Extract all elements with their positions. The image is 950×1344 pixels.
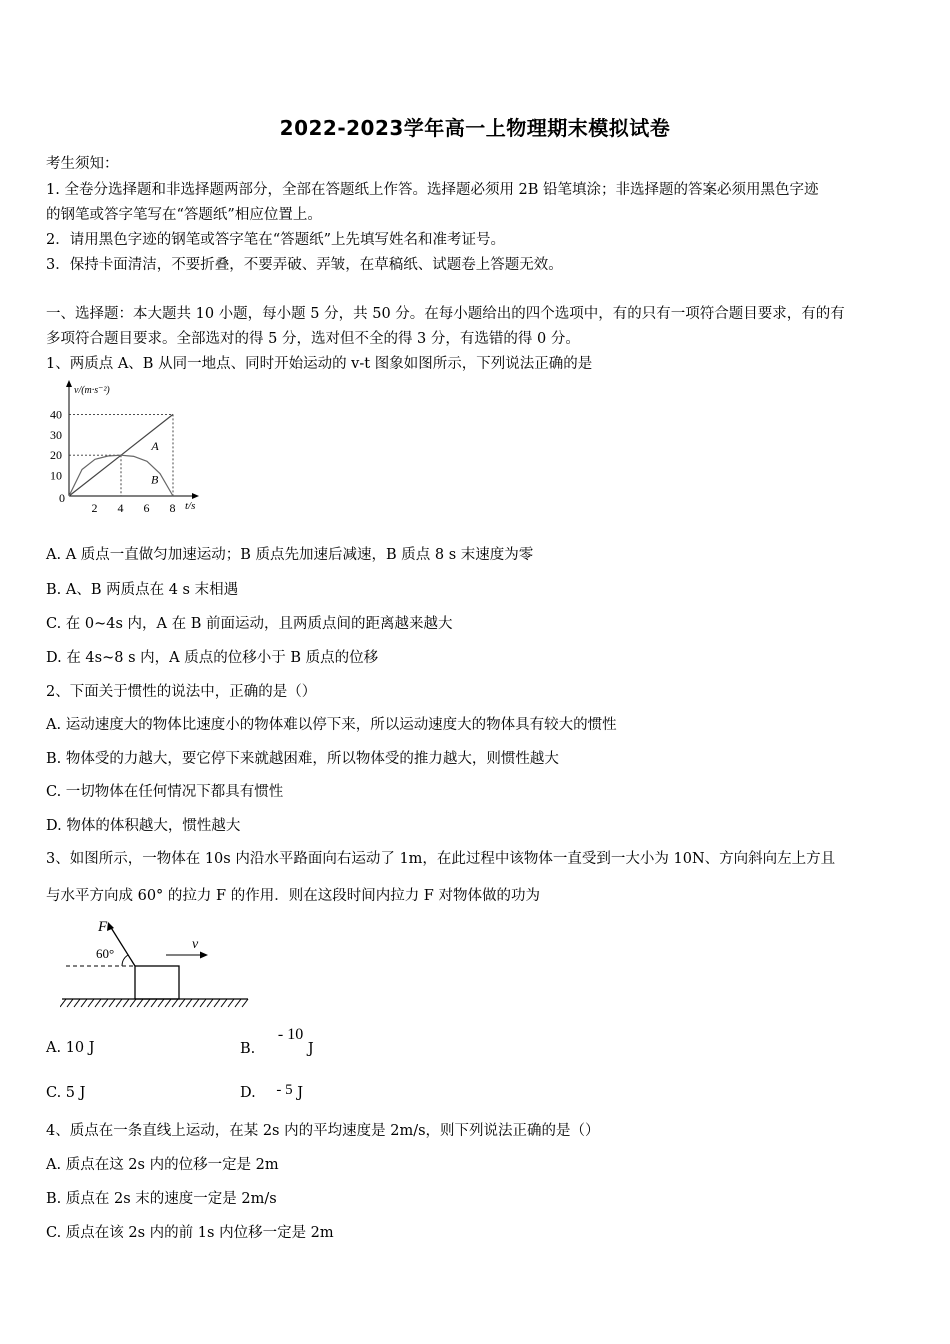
q3-option-b	[240, 1026, 314, 1058]
hatch-mark	[179, 999, 185, 1007]
q2-stem: 2、下面关于惯性的说法中，正确的是（）	[46, 684, 317, 700]
y-tick-label: 10	[50, 468, 62, 483]
hatch-mark	[74, 999, 80, 1007]
section-instructions-a: 一、选择题：本大题共 10 小题，每小题 5 分，共 50 分。在每小题给出的四个选项中，有的只有一项符合题目要求，有的有	[46, 306, 845, 322]
q3-option-b-prefix: B.	[240, 1041, 256, 1057]
hatch-mark	[158, 999, 164, 1007]
q3-option-b-value: - 10	[277, 1026, 304, 1043]
q2-option-a: A. 运动速度大的物体比速度小的物体难以停下来，所以运动速度大的物体具有较大的惯性	[46, 717, 617, 733]
hatch-mark	[214, 999, 220, 1007]
x-tick-label: 8	[169, 501, 176, 515]
hatch-mark	[116, 999, 122, 1007]
series-label-a: A	[151, 438, 159, 453]
notice-heading: 考生须知：	[46, 156, 119, 172]
hatch-mark	[67, 999, 73, 1007]
x-tick-label: 0	[59, 491, 65, 505]
y-axis-arrow	[66, 380, 72, 387]
q2-option-d: D. 物体的体积越大，惯性越大	[46, 818, 241, 834]
y-axis-label: v/(m·s⁻²)	[74, 385, 110, 396]
x-axis-arrow	[192, 493, 199, 499]
hatch-mark	[207, 999, 213, 1007]
ground-hatching	[60, 999, 248, 1007]
x-tick-label: 4	[117, 501, 124, 515]
x-tick-label: 2	[91, 501, 98, 515]
hatch-mark	[137, 999, 143, 1007]
velocity-label: v	[192, 937, 199, 952]
q3-option-d-unit: J	[297, 1085, 304, 1101]
q3-option-c: C. 5 J	[46, 1085, 86, 1101]
q3-stem-a: 3、如图所示，一物体在 10s 内沿水平路面向右运动了 1m，在此过程中该物体一直受到一大小为 10N、方向斜向左上方且	[46, 851, 836, 867]
hatch-mark	[123, 999, 129, 1007]
q3-option-d	[240, 1082, 304, 1102]
q1-option-c: C. 在 0~4s 内，A 在 B 前面运动，且两质点间的距离越来越大	[46, 616, 453, 632]
velocity-arrowhead	[200, 952, 208, 959]
q1-stem: 1、两质点 A、B 从同一地点、同时开始运动的 v-t 图象如图所示，下列说法正确的是	[46, 356, 593, 372]
section-instructions-b: 多项符合题目要求。全部选对的得 5 分，选对但不全的得 3 分，有选错的得 0 分。	[46, 331, 580, 347]
q3-option-b-unit: J	[307, 1041, 314, 1057]
angle-label: 60°	[96, 946, 115, 961]
notice-item-2: 2．请用黑色字迹的钢笔或答字笔在“答题纸”上先填写姓名和准考证号。	[46, 232, 506, 248]
hatch-mark	[95, 999, 101, 1007]
hatch-mark	[228, 999, 234, 1007]
hatch-mark	[200, 999, 206, 1007]
hatch-mark	[81, 999, 87, 1007]
hatch-mark	[193, 999, 199, 1007]
x-axis-label: t/s	[185, 500, 196, 512]
x-tick-label: 6	[143, 501, 150, 515]
angle-arc	[122, 955, 128, 966]
q2-option-b: B. 物体受的力越大，要它停下来就越困难，所以物体受的推力越大，则惯性越大	[46, 751, 559, 767]
q4-option-c: C. 质点在该 2s 内的前 1s 内位移一定是 2m	[46, 1225, 334, 1241]
q3-option-d-value: - 5	[276, 1082, 293, 1098]
q3-option-d-prefix: D.	[240, 1085, 256, 1101]
q4-option-b: B. 质点在 2s 末的速度一定是 2m/s	[46, 1191, 277, 1207]
q1-option-a: A. A 质点一直做匀加速运动；B 质点先加速后减速，B 质点 8 s 末速度为零	[46, 547, 534, 563]
hatch-mark	[235, 999, 241, 1007]
q1-option-d: D. 在 4s~8 s 内，A 质点的位移小于 B 质点的位移	[46, 650, 379, 666]
page-title: 2022-2023学年高一上物理期末模拟试卷	[279, 116, 671, 140]
hatch-mark	[242, 999, 248, 1007]
hatch-mark	[151, 999, 157, 1007]
series-label-b: B	[151, 472, 159, 487]
q2-option-c: C. 一切物体在任何情况下都具有惯性	[46, 784, 284, 800]
y-tick-label: 30	[50, 427, 62, 442]
hatch-mark	[88, 999, 94, 1007]
q4-stem: 4、质点在一条直线上运动，在某 2s 内的平均速度是 2m/s，则下列说法正确的是（）	[46, 1123, 600, 1139]
hatch-mark	[102, 999, 108, 1007]
vt-chart	[46, 380, 216, 515]
hatch-mark	[130, 999, 136, 1007]
force-diagram	[60, 912, 255, 1012]
force-label: F	[98, 919, 108, 935]
q4-option-a: A. 质点在这 2s 内的位移一定是 2m	[46, 1157, 279, 1173]
notice-item-3: 3．保持卡面清洁，不要折叠，不要弄破、弄皱，在草稿纸、试题卷上答题无效。	[46, 257, 563, 273]
q1-option-b: B. A、B 两质点在 4 s 末相遇	[46, 582, 239, 598]
block	[135, 966, 179, 999]
q3-option-a: A. 10 J	[46, 1040, 95, 1056]
hatch-mark	[186, 999, 192, 1007]
hatch-mark	[172, 999, 178, 1007]
y-tick-label: 40	[50, 407, 62, 422]
notice-item-1a: 1. 全卷分选择题和非选择题两部分，全部在答题纸上作答。选择题必须用 2B 铅笔填涂；非选择题的答案必须用黑色字迹	[46, 182, 819, 198]
hatch-mark	[221, 999, 227, 1007]
hatch-mark	[109, 999, 115, 1007]
hatch-mark	[165, 999, 171, 1007]
hatch-mark	[60, 999, 66, 1007]
hatch-mark	[144, 999, 150, 1007]
notice-item-1b: 的钢笔或答字笔写在“答题纸”相应位置上。	[46, 207, 322, 223]
y-tick-label: 20	[50, 448, 62, 463]
q3-stem-b: 与水平方向成 60° 的拉力 F 的作用．则在这段时间内拉力 F 对物体做的功为	[46, 888, 540, 904]
